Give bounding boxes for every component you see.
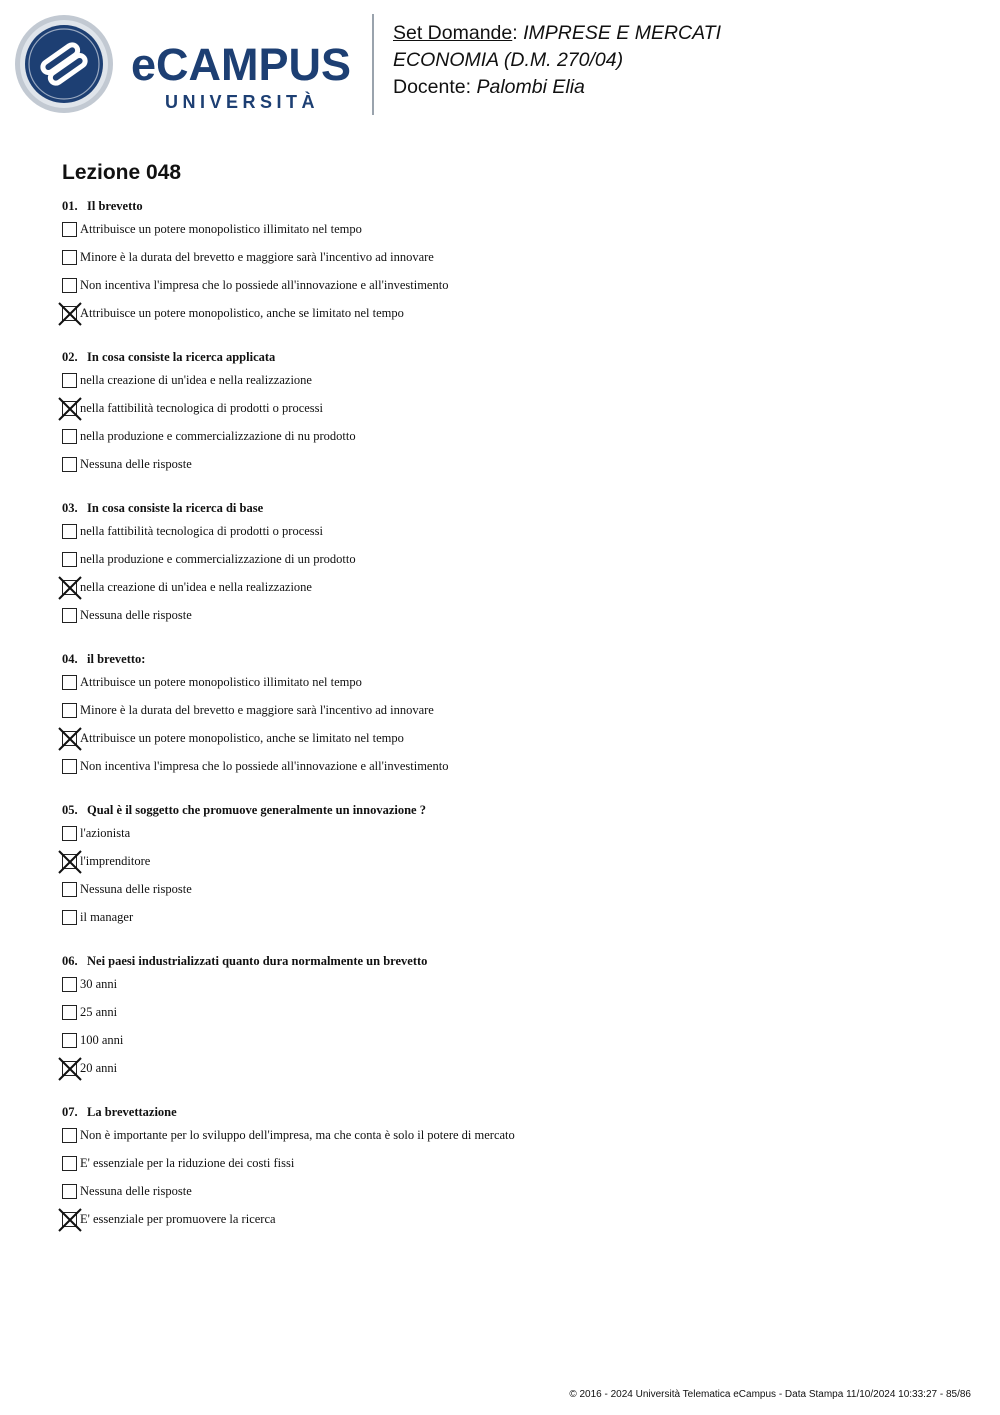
answer-text: E' essenziale per la riduzione dei costi fissi	[80, 1156, 295, 1170]
question-text: il brevetto:	[87, 652, 146, 666]
question-title	[62, 801, 962, 819]
question-text: Nei paesi industrializzati quanto dura normalmente un brevetto	[87, 954, 428, 968]
question-title	[62, 952, 962, 970]
question-text: La brevettazione	[87, 1105, 177, 1119]
answer-option[interactable]	[62, 882, 962, 910]
question-text: In cosa consiste la ricerca applicata	[87, 350, 276, 364]
answer-option[interactable]	[62, 703, 962, 731]
answer-checkbox[interactable]	[62, 703, 77, 718]
answer-text: l'imprenditore	[80, 854, 151, 868]
answer-option[interactable]	[62, 401, 962, 429]
answer-checkbox[interactable]	[62, 1156, 77, 1171]
answer-option[interactable]	[62, 552, 962, 580]
answer-option[interactable]	[62, 1184, 962, 1212]
answer-text: Attribuisce un potere monopolistico, anche se limitato nel tempo	[80, 306, 404, 320]
answer-option[interactable]	[62, 1128, 962, 1156]
question-number: 04.	[62, 652, 78, 666]
answer-option[interactable]	[62, 826, 962, 854]
page-footer: © 2016 - 2024 Università Telematica eCampus - Data Stampa 11/10/2024 10:33:27 - 85/86	[569, 1389, 971, 1400]
teacher-value: Palombi Elia	[476, 76, 585, 98]
ecampus-logo	[14, 14, 359, 118]
answer-text: nella creazione di un'idea e nella realizzazione	[80, 373, 312, 387]
answer-text: Attribuisce un potere monopolistico illimitato nel tempo	[80, 222, 362, 236]
answer-option[interactable]	[62, 759, 962, 787]
answer-text: Non incentiva l'impresa che lo possiede all'innovazione e all'investimento	[80, 278, 449, 292]
question-2	[62, 348, 962, 485]
answer-option[interactable]	[62, 1005, 962, 1033]
answer-option[interactable]	[62, 222, 962, 250]
answer-option[interactable]	[62, 306, 962, 334]
answer-checkbox[interactable]	[62, 373, 77, 388]
answer-text: il manager	[80, 910, 134, 924]
answer-option[interactable]	[62, 457, 962, 485]
answer-text: Nessuna delle risposte	[80, 457, 192, 471]
course-line	[393, 47, 721, 74]
header-divider	[372, 14, 374, 115]
question-text: Il brevetto	[87, 199, 143, 213]
answer-checkbox[interactable]	[62, 882, 77, 897]
answer-checkbox[interactable]	[62, 552, 77, 567]
answer-text: nella produzione e commercializzazione di nu prodotto	[80, 429, 356, 443]
answer-text: Attribuisce un potere monopolistico, anche se limitato nel tempo	[80, 731, 404, 745]
answer-option[interactable]	[62, 854, 962, 882]
question-6	[62, 952, 962, 1089]
answer-option[interactable]	[62, 910, 962, 938]
question-1	[62, 197, 962, 334]
answer-option[interactable]	[62, 580, 962, 608]
question-text: In cosa consiste la ricerca di base	[87, 501, 264, 515]
answer-checkbox[interactable]	[62, 910, 77, 925]
answer-text: Nessuna delle risposte	[80, 882, 192, 896]
question-title	[62, 650, 962, 668]
answer-text: nella fattibilità tecnologica di prodotti o processi	[80, 401, 323, 415]
answer-option[interactable]	[62, 373, 962, 401]
answer-option[interactable]	[62, 524, 962, 552]
answer-checkbox[interactable]	[62, 826, 77, 841]
answer-text: 20 anni	[80, 1061, 118, 1075]
answer-text: l'azionista	[80, 826, 131, 840]
question-number: 07.	[62, 1105, 78, 1119]
answer-text: Non incentiva l'impresa che lo possiede all'innovazione e all'investimento	[80, 759, 449, 773]
answer-checkbox[interactable]	[62, 675, 77, 690]
question-title	[62, 348, 962, 366]
question-number: 02.	[62, 350, 78, 364]
answer-checkbox[interactable]	[62, 1033, 77, 1048]
answer-option[interactable]	[62, 429, 962, 457]
answer-checkbox[interactable]	[62, 222, 77, 237]
answer-checkbox[interactable]	[62, 608, 77, 623]
teacher-label: Docente	[393, 76, 466, 98]
question-title	[62, 197, 962, 215]
answer-text: Nessuna delle risposte	[80, 1184, 192, 1198]
question-number: 01.	[62, 199, 78, 213]
answer-text: nella produzione e commercializzazione di un prodotto	[80, 552, 356, 566]
answer-option[interactable]	[62, 608, 962, 636]
answer-option[interactable]	[62, 731, 962, 759]
answer-option[interactable]	[62, 1156, 962, 1184]
teacher-line: Docente: Palombi Elia	[393, 76, 585, 98]
set-line: Set Domande: IMPRESE E MERCATI	[393, 22, 722, 44]
answer-option[interactable]	[62, 1061, 962, 1089]
answer-text: 30 anni	[80, 977, 118, 991]
answer-text: nella creazione di un'idea e nella realizzazione	[80, 580, 312, 594]
question-title	[62, 499, 962, 517]
answer-text: nella fattibilità tecnologica di prodotti o processi	[80, 524, 323, 538]
question-text: Qual è il soggetto che promuove generalmente un innovazione ?	[87, 803, 426, 817]
lesson-title: Lezione 048	[62, 161, 182, 184]
answer-checkbox[interactable]	[62, 250, 77, 265]
answer-checkbox[interactable]	[62, 278, 77, 293]
question-list	[62, 197, 962, 1254]
answer-checkbox[interactable]	[62, 524, 77, 539]
answer-text: Attribuisce un potere monopolistico illimitato nel tempo	[80, 675, 362, 689]
set-value: IMPRESE E MERCATI	[523, 22, 722, 44]
answer-text: E' essenziale per promuovere la ricerca	[80, 1212, 276, 1226]
logo-subtitle: UNIVERSITÀ	[165, 92, 320, 112]
answer-text: 100 anni	[80, 1033, 124, 1047]
answer-option[interactable]	[62, 1212, 962, 1240]
answer-text: Non è importante per lo sviluppo dell'impresa, ma che conta è solo il potere di mercato	[80, 1128, 515, 1142]
answer-option[interactable]	[62, 977, 962, 1005]
answer-checkbox[interactable]	[62, 759, 77, 774]
answer-checkbox[interactable]	[62, 1184, 77, 1199]
answer-option[interactable]	[62, 675, 962, 703]
question-number: 06.	[62, 954, 78, 968]
course-value: ECONOMIA (D.M. 270/04)	[393, 49, 624, 71]
set-label: Set Domande	[393, 22, 513, 44]
question-5	[62, 801, 962, 938]
question-title	[62, 1103, 962, 1121]
logo-brand: eCAMPUS	[131, 39, 352, 90]
answer-text: Nessuna delle risposte	[80, 608, 192, 622]
question-7	[62, 1103, 962, 1240]
answer-checkbox[interactable]	[62, 457, 77, 472]
question-4	[62, 650, 962, 787]
answer-checkbox[interactable]	[62, 429, 77, 444]
answer-text: Minore è la durata del brevetto e maggiore sarà l'incentivo ad innovare	[80, 250, 434, 264]
answer-checkbox[interactable]	[62, 1128, 77, 1143]
question-number: 05.	[62, 803, 78, 817]
question-number: 03.	[62, 501, 78, 515]
question-3	[62, 499, 962, 636]
answer-checkbox[interactable]	[62, 1005, 77, 1020]
header-info	[393, 20, 721, 101]
answer-option[interactable]	[62, 278, 962, 306]
answer-option[interactable]	[62, 250, 962, 278]
answer-checkbox[interactable]	[62, 977, 77, 992]
answer-text: 25 anni	[80, 1005, 118, 1019]
answer-option[interactable]	[62, 1033, 962, 1061]
answer-text: Minore è la durata del brevetto e maggiore sarà l'incentivo ad innovare	[80, 703, 434, 717]
